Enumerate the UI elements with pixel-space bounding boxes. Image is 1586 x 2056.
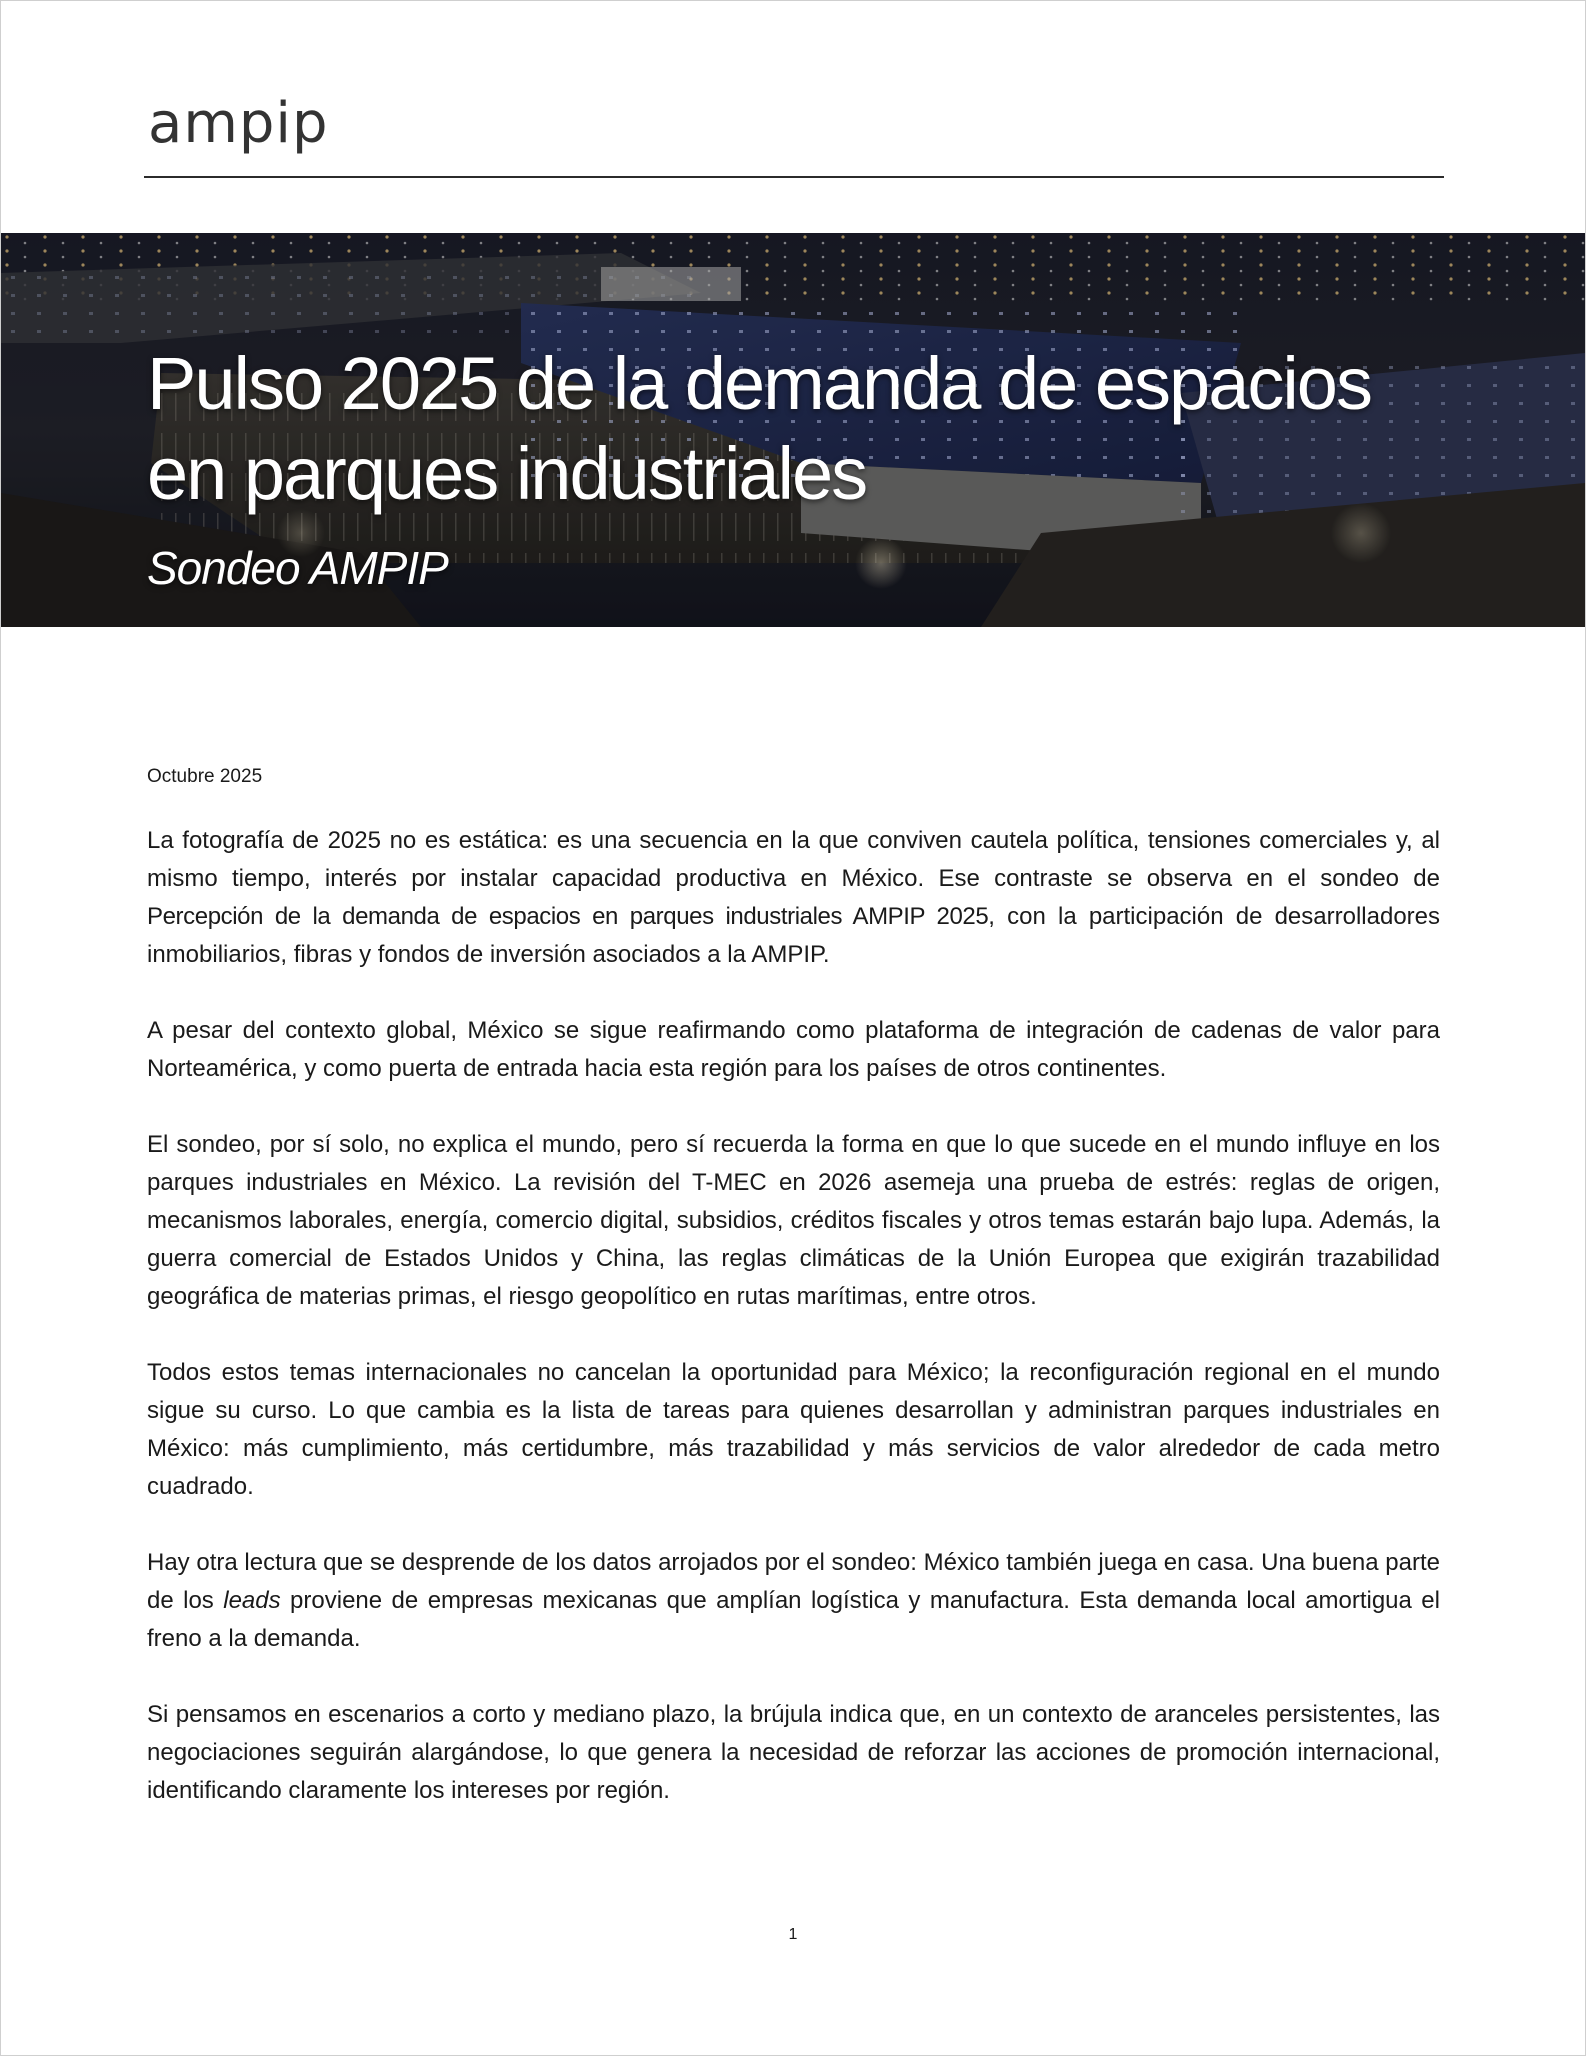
paragraph-1 (147, 822, 1440, 974)
ampip-logo: ampip (148, 91, 329, 156)
paragraph-4: Todos estos temas internacionales no cancelan la oportunidad para México; la reconfiguración regional en el mundo sigue su curso. Lo que cambia es la lista de tareas para quienes desarrollan y administran parques industriales en México: más cumplimiento, más certidumbre, más trazabilidad y más servicios de valor alrededor de cada metro cuadrado. (147, 1359, 1440, 1500)
paragraph-5-text-a: Hay otra lectura que se desprende de los datos arrojados por el sondeo: México también juega en casa. Una buena parte de los (147, 1549, 1440, 1614)
hero-banner (1, 233, 1585, 627)
title-line-1: Pulso 2025 de la demanda de espacios (147, 342, 1371, 425)
paragraph-5 (147, 1544, 1440, 1658)
document-body (147, 822, 1440, 1848)
paragraph-2: A pesar del contexto global, México se sigue reafirmando como plataforma de integración de cadenas de valor para Norteamérica, y como puerta de entrada hacia esta región para los países de otros continentes. (147, 1017, 1440, 1082)
page-number: 1 (788, 1926, 798, 1943)
page-subtitle: Sondeo AMPIP (147, 542, 448, 594)
paragraph-5-text-b: proviene de empresas mexicanas que amplían logística y manufactura. Esta demanda local amortigua el freno a la demanda. (147, 1587, 1440, 1652)
header-divider (144, 176, 1444, 178)
paragraph-3: El sondeo, por sí solo, no explica el mundo, pero sí recuerda la forma en que lo que sucede en el mundo influye en los parques industriales en México. La revisión del T-MEC en 2026 asemeja una prueba de estrés: reglas de origen, mecanismos laborales, energía, comercio digital, subsidios, créditos fiscales y otros temas estarán bajo lupa. Además, la guerra comercial de Estados Unidos y China, las reglas climáticas de la Unión Europea que exigirán trazabilidad geográfica de materias primas, el riesgo geopolítico en rutas marítimas, entre otros. (147, 1131, 1440, 1310)
paragraph-6: Si pensamos en escenarios a corto y mediano plazo, la brújula indica que, en un contexto de aranceles persistentes, las negociaciones seguirán alargándose, lo que genera la necesidad de reforzar las acciones de promoción internacional, identificando claramente los intereses por región. (147, 1701, 1440, 1804)
title-line-2: en parques industriales (147, 432, 867, 515)
paragraph-1-text-b: , con la participación de desarrolladores inmobiliarios, fibras y fondos de inversión asociados a la AMPIP. (147, 903, 1441, 968)
page-title (147, 339, 1467, 519)
leads-emphasis: leads (223, 1587, 281, 1614)
survey-title-reference: Percepción de la demanda de espacios en parques industriales AMPIP 2025 (147, 903, 989, 930)
paragraph-1-text-a: La fotografía de 2025 no es estática: es una secuencia en la que conviven cautela política, tensiones comerciales y, al mismo tiempo, interés por instalar capacidad productiva en México. Ese contraste se observa en el sondeo de (147, 827, 1440, 892)
document-date: Octubre 2025 (147, 766, 263, 787)
